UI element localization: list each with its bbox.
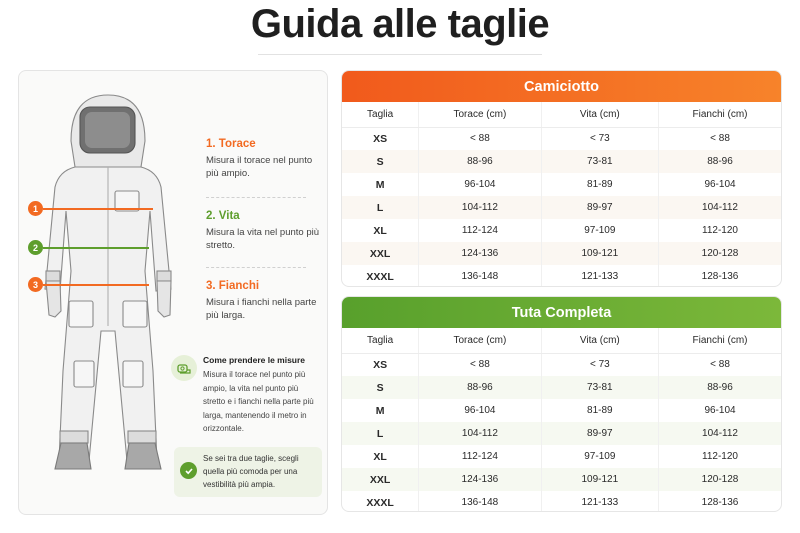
hips-cell: 88-96 xyxy=(659,376,781,399)
table-row xyxy=(342,353,781,376)
hips-cell: 104-112 xyxy=(659,422,781,445)
chest-cell: 124-136 xyxy=(419,242,541,265)
size-cell: XXL xyxy=(342,242,419,265)
marker-2: 2 xyxy=(28,240,43,255)
size-cell: XS xyxy=(373,132,388,145)
waist-desc: Misura la vita nel punto più stretto. xyxy=(206,227,320,251)
camiciotto-title: Camiciotto xyxy=(342,71,781,102)
size-cell: S xyxy=(342,150,419,173)
how-to-text: Misura il torace nel punto più ampio, la vita nel punto più stretto e i fianchi nella parte più larga, mantenendo il metro in orizzontale. xyxy=(203,370,314,433)
waist-line xyxy=(43,247,149,249)
tip-text: Se sei tra due taglie, scegli quella più comoda per una vestibilità più ampia. xyxy=(203,454,299,489)
chest-cell: 104-112 xyxy=(419,422,541,445)
waist-cell: 109-121 xyxy=(541,468,658,491)
tuta-completa-title: Tuta Completa xyxy=(342,297,781,328)
camiciotto-table xyxy=(342,102,781,287)
size-cell: M xyxy=(375,178,385,191)
waist-cell: < 73 xyxy=(541,353,658,376)
column-header: Torace (cm) xyxy=(419,102,541,127)
how-to-title: Come prendere le misure xyxy=(203,355,306,365)
column-header: Torace (cm) xyxy=(419,328,541,353)
chest-cell: 112-124 xyxy=(419,445,541,468)
chest-cell: 136-148 xyxy=(419,265,541,287)
hips-line xyxy=(43,284,149,286)
waist-cell: < 73 xyxy=(541,127,658,150)
chest-measure xyxy=(206,138,324,180)
size-cell: L xyxy=(342,422,419,445)
column-header: Fianchi (cm) xyxy=(659,102,781,127)
waist-cell: 81-89 xyxy=(541,173,658,196)
waist-cell: 73-81 xyxy=(541,150,658,173)
size-cell: XXXL xyxy=(366,270,394,283)
waist-cell: 89-97 xyxy=(541,196,658,219)
hips-title: 3. Fianchi xyxy=(206,280,260,292)
chest-desc: Misura il torace nel punto più ampio. xyxy=(206,155,313,179)
camiciotto-card xyxy=(341,70,782,287)
size-cell: L xyxy=(342,196,419,219)
size-cell: S xyxy=(342,376,419,399)
table-row xyxy=(342,196,781,219)
waist-cell: 121-133 xyxy=(541,265,658,287)
chest-title: 1. Torace xyxy=(206,138,256,150)
column-header: Taglia xyxy=(342,328,419,353)
marker-1: 1 xyxy=(28,201,43,216)
column-header: Fianchi (cm) xyxy=(659,328,781,353)
size-tip xyxy=(174,447,322,497)
chest-cell: < 88 xyxy=(419,127,541,150)
measurement-panel xyxy=(18,70,328,515)
hips-cell: < 88 xyxy=(659,353,781,376)
waist-cell: 97-109 xyxy=(541,219,658,242)
check-icon xyxy=(180,462,197,479)
table-row xyxy=(342,491,781,512)
waist-cell: 121-133 xyxy=(541,491,658,512)
beekeeper-suit-illustration xyxy=(19,71,199,516)
chest-cell: 88-96 xyxy=(419,150,541,173)
hips-cell: 120-128 xyxy=(659,242,781,265)
hips-cell: < 88 xyxy=(659,127,781,150)
size-cell: XL xyxy=(373,450,387,463)
measuring-tape-icon xyxy=(171,355,197,381)
chest-cell: 96-104 xyxy=(419,399,541,422)
size-cell: XXL xyxy=(342,468,419,491)
tuta-completa-card xyxy=(341,296,782,512)
waist-cell: 89-97 xyxy=(541,422,658,445)
table-row xyxy=(342,219,781,242)
hips-cell: 128-136 xyxy=(659,491,781,512)
table-row xyxy=(342,127,781,150)
hips-cell: 88-96 xyxy=(659,150,781,173)
waist-cell: 73-81 xyxy=(541,376,658,399)
table-row xyxy=(342,242,781,265)
waist-cell: 97-109 xyxy=(541,445,658,468)
table-header-row xyxy=(342,328,781,353)
chest-cell: < 88 xyxy=(419,353,541,376)
hips-cell: 96-104 xyxy=(659,399,781,422)
waist-cell: 109-121 xyxy=(541,242,658,265)
column-header: Vita (cm) xyxy=(541,102,658,127)
page-title: Guida alle taglie xyxy=(250,2,550,46)
size-cell: XL xyxy=(373,224,387,237)
column-header: Vita (cm) xyxy=(541,328,658,353)
chest-cell: 88-96 xyxy=(419,376,541,399)
tuta-completa-table xyxy=(342,328,781,512)
hips-cell: 112-120 xyxy=(659,445,781,468)
table-row xyxy=(342,445,781,468)
divider xyxy=(206,197,306,198)
table-row xyxy=(342,422,781,445)
table-header-row xyxy=(342,102,781,127)
title-divider xyxy=(258,54,542,55)
size-cell: M xyxy=(375,404,385,417)
hips-cell: 96-104 xyxy=(659,173,781,196)
hips-cell: 120-128 xyxy=(659,468,781,491)
chest-line xyxy=(43,208,153,210)
hips-cell: 112-120 xyxy=(659,219,781,242)
table-row xyxy=(342,376,781,399)
hips-cell: 128-136 xyxy=(659,265,781,287)
table-row xyxy=(342,173,781,196)
table-row xyxy=(342,150,781,173)
chest-cell: 112-124 xyxy=(419,219,541,242)
hips-desc: Misura i fianchi nella parte più larga. xyxy=(206,297,317,321)
hips-cell: 104-112 xyxy=(659,196,781,219)
column-header: Taglia xyxy=(342,102,419,127)
size-cell: XXXL xyxy=(366,496,394,509)
marker-3: 3 xyxy=(28,277,43,292)
table-row xyxy=(342,468,781,491)
chest-cell: 104-112 xyxy=(419,196,541,219)
chest-cell: 124-136 xyxy=(419,468,541,491)
chest-cell: 96-104 xyxy=(419,173,541,196)
waist-title: 2. Vita xyxy=(206,210,240,222)
chest-cell: 136-148 xyxy=(419,491,541,512)
hips-measure xyxy=(206,280,324,322)
size-cell: XS xyxy=(373,358,388,371)
divider xyxy=(206,267,306,268)
table-row xyxy=(342,265,781,287)
waist-measure xyxy=(206,210,324,252)
waist-cell: 81-89 xyxy=(541,399,658,422)
table-row xyxy=(342,399,781,422)
